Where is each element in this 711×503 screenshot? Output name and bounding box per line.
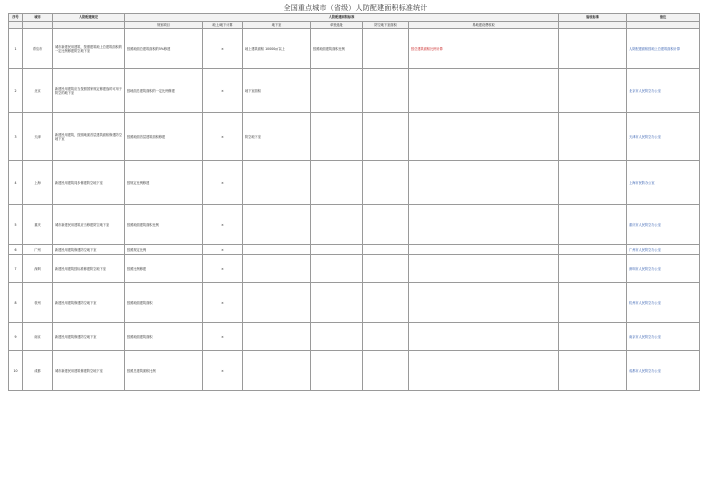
cell-remark: 人防配建面积按地上总建筑面积计算 [627, 29, 700, 69]
cell-area: 按地面总建筑面积的一定比例修建 [125, 69, 203, 113]
cell-base [243, 323, 311, 351]
cell-base [243, 161, 311, 205]
header-remark: 备注 [627, 14, 700, 22]
cell-fee [409, 255, 559, 283]
cell-city: 深圳 [23, 255, 53, 283]
cell-fee [409, 351, 559, 391]
subheader-basement: 地下室 [243, 22, 311, 29]
table-row [9, 283, 700, 323]
cell-remark: 上海市民防办公室 [627, 161, 700, 205]
cell-fee [409, 161, 559, 205]
cell-remark: 南京市人民防空办公室 [627, 323, 700, 351]
cell-calc: × [203, 69, 243, 113]
cell-calc: × [203, 323, 243, 351]
cell-acceptance [559, 283, 627, 323]
cell-fee [409, 283, 559, 323]
cell-city: 天津 [23, 113, 53, 161]
cell-separate: 按照地面建筑面积比例 [311, 29, 363, 69]
header-city: 城市 [23, 14, 53, 22]
cell-calc: × [203, 245, 243, 255]
subheader-fee: 易地建设费收取 [409, 22, 559, 29]
cell-acceptance [559, 255, 627, 283]
cell-fee [409, 245, 559, 255]
cell-base [243, 283, 311, 323]
subheader-project: 规划项目 [125, 22, 203, 29]
cell-area: 按规定比例修建 [125, 161, 203, 205]
table-row [9, 29, 700, 69]
cell-policy: 城市新建民用建筑修建防空地下室 [53, 351, 125, 391]
cell-note [363, 113, 409, 161]
cell-base [243, 205, 311, 245]
cell-remark: 杭州市人民防空办公室 [627, 283, 700, 323]
cell-separate [311, 323, 363, 351]
cell-remark: 重庆市人民防空办公室 [627, 205, 700, 245]
cell-no: 7 [9, 255, 23, 283]
cell-policy: 新建民用建筑修建防空地下室 [53, 283, 125, 323]
cell-no: 9 [9, 323, 23, 351]
cell-acceptance [559, 69, 627, 113]
cell-acceptance [559, 29, 627, 69]
cell-policy: 新建民用建筑修建防空地下室 [53, 245, 125, 255]
header-acceptance: 验收标准 [559, 14, 627, 22]
cell-no: 2 [9, 69, 23, 113]
cell-area: 按照地面建筑面积比例 [125, 205, 203, 245]
cell-remark: 成都市人民防空办公室 [627, 351, 700, 391]
cell-city: 杭州 [23, 283, 53, 323]
cell-note [363, 69, 409, 113]
cell-base [243, 255, 311, 283]
cell-separate [311, 245, 363, 255]
cell-base: 地上建筑面积 10000㎡以上 [243, 29, 311, 69]
cell-no: 5 [9, 205, 23, 245]
cell-note [363, 283, 409, 323]
cell-acceptance [559, 113, 627, 161]
cell-calc: × [203, 205, 243, 245]
table-row [9, 113, 700, 161]
cell-note [363, 29, 409, 69]
cell-note [363, 245, 409, 255]
cell-remark: 广州市人民防空办公室 [627, 245, 700, 255]
cell-separate [311, 69, 363, 113]
cell-separate [311, 113, 363, 161]
cell-base: 防空地下室 [243, 113, 311, 161]
cell-acceptance [559, 205, 627, 245]
cell-area: 按照地面建筑面积 [125, 323, 203, 351]
cell-acceptance [559, 161, 627, 205]
cell-separate [311, 255, 363, 283]
cell-city: 广州 [23, 245, 53, 255]
cell-note [363, 205, 409, 245]
cell-calc: × [203, 255, 243, 283]
subheader-separate: 单独选址 [311, 22, 363, 29]
cell-area: 按照比例修建 [125, 255, 203, 283]
cell-fee [409, 205, 559, 245]
document-title: 全国重点城市（省级）人防配建面积标准统计 [283, 4, 428, 12]
cell-no: 10 [9, 351, 23, 391]
cell-acceptance [559, 323, 627, 351]
cell-city: 北京 [23, 69, 53, 113]
table-row [9, 69, 700, 113]
cell-base [243, 351, 311, 391]
subheader-calc: 地上/地下计算 [203, 22, 243, 29]
cell-remark: 深圳市人民防空办公室 [627, 255, 700, 283]
cell-city: 成都 [23, 351, 53, 391]
cell-policy: 新建民用建筑应当按照国家规定修建战时可用于防空的地下室 [53, 69, 125, 113]
cell-area: 按照地面总建筑面积的5%修建 [125, 29, 203, 69]
header-policy: 人防配建规定 [53, 14, 125, 22]
header-row [9, 14, 700, 22]
cell-separate [311, 283, 363, 323]
cell-calc: × [203, 161, 243, 205]
cell-area: 按照地面建筑面积 [125, 283, 203, 323]
cell-city: 上海 [23, 161, 53, 205]
cell-separate [311, 205, 363, 245]
table-row [9, 205, 700, 245]
cell-policy: 新建民用建筑，按照地面首层建筑面积修建防空地下室 [53, 113, 125, 161]
cell-policy: 城市新建民用建筑，按照建筑地上总建筑面积的一定比例修建防空地下室 [53, 29, 125, 69]
cell-no: 4 [9, 161, 23, 205]
cell-calc: × [203, 351, 243, 391]
cell-note [363, 255, 409, 283]
cell-note [363, 161, 409, 205]
cell-fee [409, 113, 559, 161]
cell-area: 按照总建筑面积比例 [125, 351, 203, 391]
cell-fee [409, 323, 559, 351]
cell-separate [311, 351, 363, 391]
cell-note [363, 351, 409, 391]
subheader-area: 防空地下室面积 [363, 22, 409, 29]
table-row [9, 323, 700, 351]
cell-no: 8 [9, 283, 23, 323]
standards-table [8, 13, 700, 391]
cell-no: 6 [9, 245, 23, 255]
cell-calc: × [203, 29, 243, 69]
cell-policy: 新建民用建筑按标准修建防空地下室 [53, 255, 125, 283]
table-row [9, 161, 700, 205]
cell-calc: × [203, 283, 243, 323]
cell-fee: 按总建筑面积比例计算 [409, 29, 559, 69]
cell-no: 3 [9, 113, 23, 161]
cell-area: 按照规定比例 [125, 245, 203, 255]
cell-policy: 城市新建民用建筑应当修建防空地下室 [53, 205, 125, 245]
cell-fee [409, 69, 559, 113]
cell-base [243, 245, 311, 255]
table-row [9, 351, 700, 391]
header-no: 序号 [9, 14, 23, 22]
cell-city: 南京 [23, 323, 53, 351]
cell-policy: 新建民用建筑修建防空地下室 [53, 323, 125, 351]
subheader-row [9, 22, 700, 29]
cell-acceptance [559, 351, 627, 391]
cell-city: 青岛市 [23, 29, 53, 69]
cell-separate [311, 161, 363, 205]
cell-policy: 新建民用建筑同步修建防空地下室 [53, 161, 125, 205]
cell-calc: × [203, 113, 243, 161]
cell-remark: 天津市人民防空办公室 [627, 113, 700, 161]
cell-note [363, 323, 409, 351]
cell-acceptance [559, 245, 627, 255]
cell-city: 重庆 [23, 205, 53, 245]
cell-base: 地下室面积 [243, 69, 311, 113]
cell-remark: 北京市人民防空办公室 [627, 69, 700, 113]
cell-no: 1 [9, 29, 23, 69]
table-row [9, 245, 700, 255]
table-row [9, 255, 700, 283]
cell-area: 按照地面首层建筑面积修建 [125, 113, 203, 161]
header-standard: 人防配建面积标准 [125, 14, 559, 22]
